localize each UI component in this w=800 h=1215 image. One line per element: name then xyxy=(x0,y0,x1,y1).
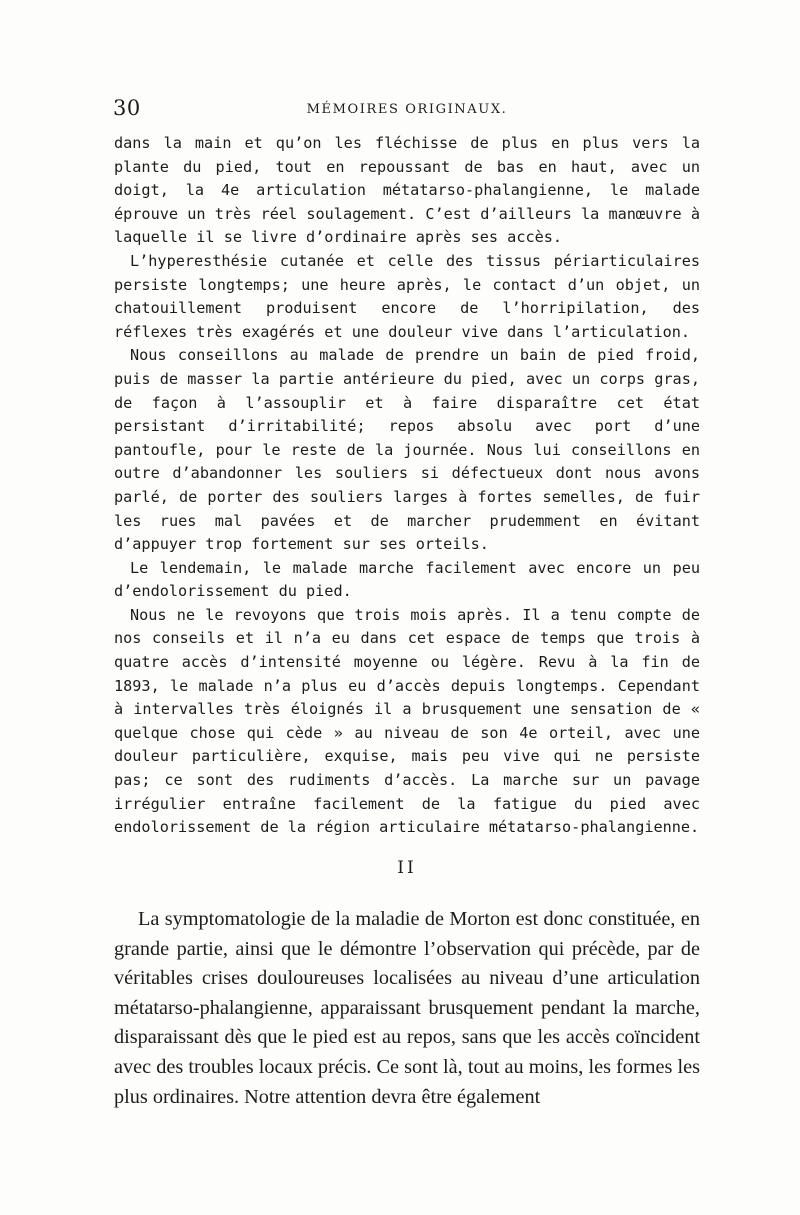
running-title: MÉMOIRES ORIGINAUX. xyxy=(306,102,508,117)
paragraph: Le lendemain, le malade marche facilement avec encore un peu d’endolorissement du pied. xyxy=(114,558,700,601)
page-header xyxy=(113,96,701,126)
paragraph: Nous ne le revoyons que trois mois après. Il a tenu compte de nos conseils et il n’a eu dans cet espace de temps que trois à quatre accès d’intensité moyenne ou légère. Revu à la fin de 1893, le malade n’a plus eu d’accès depuis longtemps. Cependant à intervalles très éloignés il a brusquement une sensation de « quelque chose qui cède » au niveau de son 4e orteil, avec une douleur particulière, exquise, mais peu vive qui ne persiste pas; ce sont des rudiments d’accès. La marche sur un pavage irrégulier entraîne facilement de la fatigue du pied avec endolorissement de la région articulaire métatarso-phalangienne. xyxy=(114,605,700,837)
paragraph: dans la main et qu’on les fléchisse de plus en plus vers la plante du pied, tout en repoussant de bas en haut, avec un doigt, la 4e articulation métatarso-phalangienne, le malade éprouve un très réel soulagement. C’est d’ailleurs la manœuvre à laquelle il se livre d’ordinaire après ses accès. xyxy=(114,134,700,247)
observation-text xyxy=(114,132,700,840)
paragraph: Nous conseillons au malade de prendre un bain de pied froid, puis de masser la partie antérieure du pied, avec un corps gras, de façon à l’assouplir et à faire disparaître cet état persistant d’irritabilité; repos absolu avec port d’une pantoufle, pour le reste de la journée. Nous lui conseillons en outre d’abandonner les souliers si défectueux dont nous avons parlé, de porter des souliers larges à fortes semelles, de fuir les rues mal pavées et de marcher prudemment en évitant d’appuyer trop fortement sur ses orteils. xyxy=(114,346,700,554)
paragraph: La symptomatologie de la maladie de Morton est donc constituée, en grande partie, ainsi que le démontre l’observation qui précède, par de véritables crises douloureuses localisées au niveau d’une articulation métatarso-phalangienne, apparaissant brusquement pendant la marche, disparaissant dès que le pied est au repos, sans que les accès coïncident avec des troubles locaux précis. Ce sont là, tout au moins, les formes les plus ordinaires. Notre attention devra être également xyxy=(114,908,700,1108)
paragraph: L’hyperesthésie cutanée et celle des tissus périarticulaires persiste longtemps; une heure après, le contact d’un objet, un chatouillement produisent encore de l’horripilation, des réflexes très exagérés et une douleur vive dans l’articulation. xyxy=(114,251,700,341)
section-heading: II xyxy=(397,858,417,878)
section-body xyxy=(114,905,700,1112)
page-number: 30 xyxy=(113,96,141,120)
